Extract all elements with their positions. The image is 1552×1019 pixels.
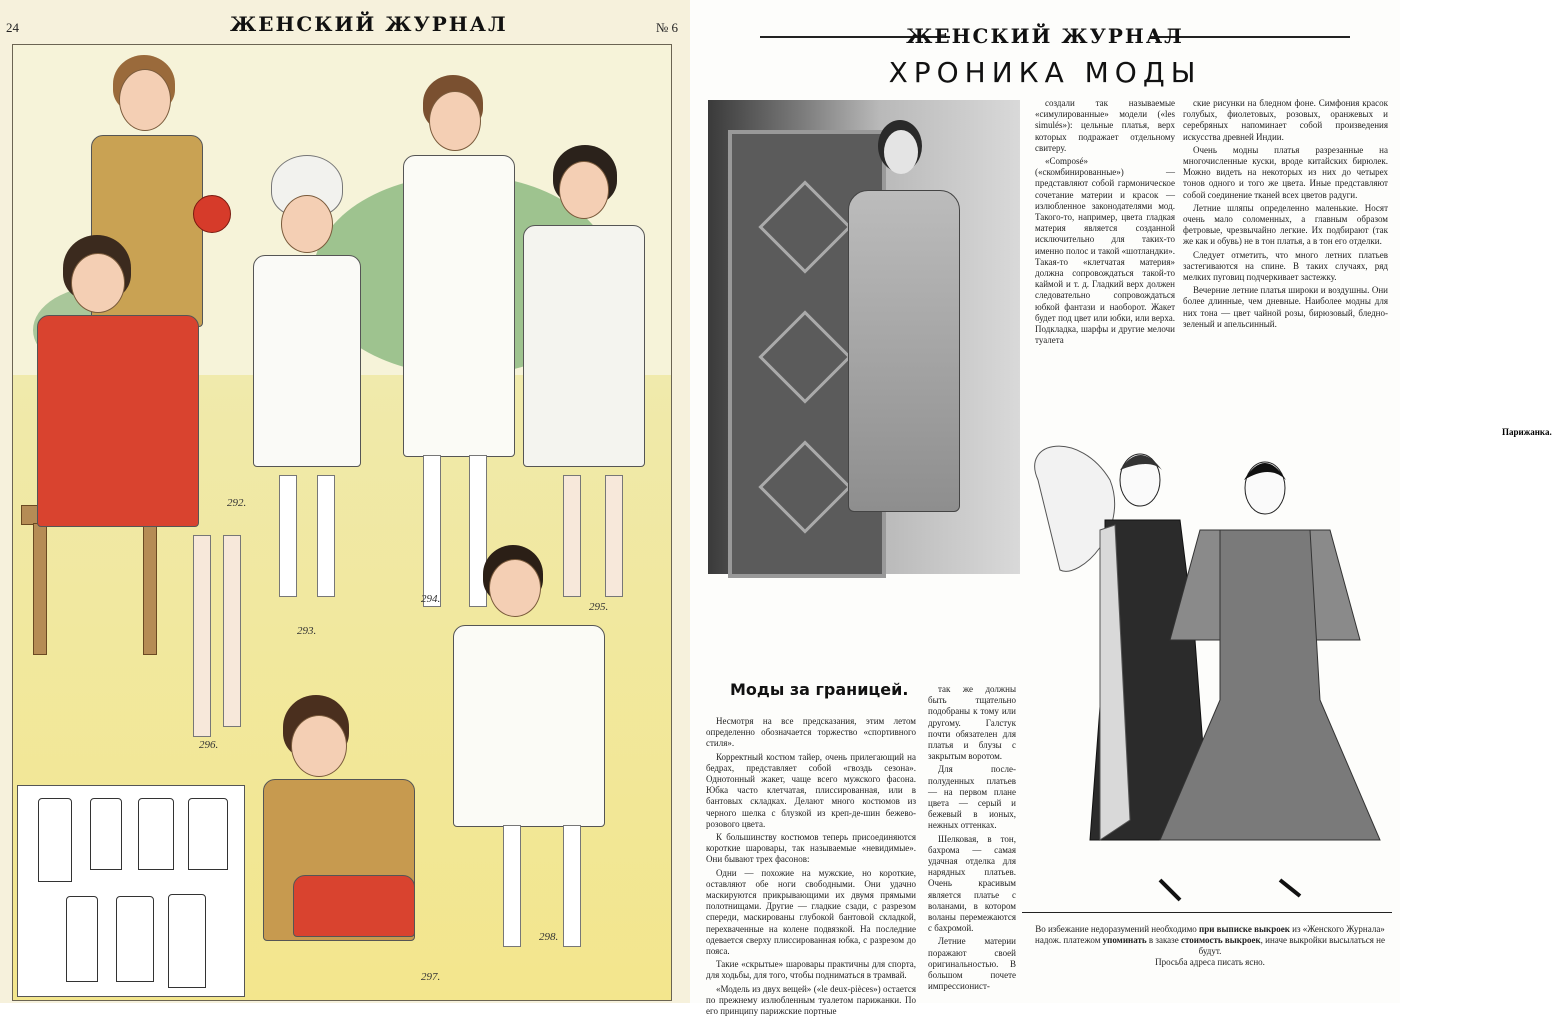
pattern-sketch bbox=[116, 896, 154, 982]
pattern-sketch bbox=[38, 798, 72, 882]
figure-294 bbox=[393, 75, 523, 595]
figure-293 bbox=[241, 155, 371, 625]
shoe bbox=[1280, 880, 1300, 896]
left-page bbox=[0, 0, 690, 1003]
paragraph: Корректный костюм тайер, очень прилегающий на бедрах, представляет собой «гвоздь сезона». Однотонный жакет, чаще всего мужского фасона. Юбка часто клетчатая, плиссированная, или в бантовых складках. Делают много костюмов из черного шелка с блузкой из креп-де-шин бежево-розового цвета. bbox=[706, 751, 916, 829]
figure-296 bbox=[23, 235, 223, 735]
notice-bold: при выписке выкроек bbox=[1199, 924, 1290, 934]
figure-number: 294. bbox=[421, 593, 441, 605]
shoe bbox=[1160, 880, 1180, 900]
figure-number: 295. bbox=[589, 601, 609, 613]
paragraph: создали так называемые «симулированные» модели («les simulés»): цельные платья, верх которых подражает отдельному свитеру. bbox=[1035, 98, 1175, 153]
issue-number: № 6 bbox=[655, 20, 678, 35]
page-number: 24 bbox=[6, 20, 19, 35]
section-heading: Моды за границей. bbox=[730, 680, 909, 699]
paragraph: Такие «скрытые» шаровары практичны для спорта, для ходьбы, для того, чтобы подниматься в трамвай. bbox=[706, 959, 916, 981]
model-figure bbox=[848, 120, 958, 560]
pattern-sketch bbox=[168, 894, 206, 988]
figure-number: 296. bbox=[199, 739, 219, 751]
figure-number: 293. bbox=[297, 625, 317, 637]
pattern-sketch bbox=[90, 798, 122, 870]
notice-bold: стоимость выкроек bbox=[1180, 935, 1261, 945]
text-column-bottom-left bbox=[706, 716, 916, 1019]
right-page bbox=[690, 0, 1552, 1017]
paragraph: «Composé» («скомбинированные») — представляют собой гармоническое сочетание материи и красок — излюбленное законодателями мод. Такого-то, например, цвета гладкая материя является созданной исключительно для таких-то именно полос и такой «шотландки». Такая-то «клетчатая материя» должна сопровождаться такой-то каймой и т. д. Гладкий верх должен следовательно сопровождаться юбкой фантази и наоборот. Жакет будет под цвет или юбки, или верха. Подкладка, шарфы и другие мелочи туалета bbox=[1035, 156, 1175, 346]
figure-297 bbox=[253, 695, 453, 995]
order-notice bbox=[1030, 924, 1390, 968]
masthead: ЖЕНСКИЙ ЖУРНАЛ bbox=[230, 12, 508, 36]
paragraph: К большинству костюмов теперь присоединяются короткие шаровары, так называемые «невидимые». Они бывают трех фасонов: bbox=[706, 832, 916, 865]
paragraph: Одни — похожие на мужские, но короткие, оставляют обе ноги свободными. Они удачно маскируются прикрывающими их двумя прямыми полотнищами. Другие — гладкие сзади, с разрезом спереди, маскированы глубокой бантовой складкой, перехваченные на колене подвязкой. На последние одевается сверху плиссированная юбка, с разрезом до пояса. bbox=[706, 867, 916, 957]
paragraph: «Модель из двух вещей» («le deux-pièces») остается по прежнему излюбленным туалетом парижанки. По его принципу парижские портные bbox=[706, 983, 916, 1017]
paragraph: Для после-полуденных платьев — на первом плане цвета — серый и бежевый в ионых, нежных оттенках. bbox=[928, 764, 1016, 831]
fashion-photograph bbox=[708, 100, 1020, 574]
pattern-sketch bbox=[188, 798, 228, 870]
notice-text: Во избежание недоразумений необходимо bbox=[1035, 924, 1200, 934]
paragraph: Летние шляпы определенно маленькие. Носят очень мало соломенных, а главным образом фетровые, чрезвычайно легкие. Их подбирают (так же как и обувь) не в тон платья, а в тон его отделки. bbox=[1183, 202, 1388, 247]
fashion-plate-illustration bbox=[12, 44, 672, 1001]
paragraph: так же должны быть тщательно подобраны к тому или другому. Галстук почти обязателен для платья и блузы с закрытым воротом. bbox=[928, 684, 1016, 762]
notice-text: из «Женского Журнала» надож. платежом bbox=[1035, 924, 1385, 945]
paragraph: Летние материи поражают своей оригинальностью. В большом почете импрессионист- bbox=[928, 936, 1016, 992]
fashion-drawing bbox=[1020, 440, 1392, 910]
notice-text: , иначе выкройки высылаться не будут. bbox=[1198, 935, 1385, 956]
text-column-top-1 bbox=[1035, 98, 1175, 348]
notice-bold: упоминать bbox=[1102, 935, 1147, 945]
notice-text: Просьба адреса писать ясно. bbox=[1155, 957, 1265, 967]
pattern-sketch bbox=[138, 798, 174, 870]
figure-number: 292. bbox=[227, 497, 247, 509]
paragraph: Следует отметить, что много летних платьев застегиваются на спине. В таких случаях, ряд мелких пуговиц подчеркивает застежку. bbox=[1183, 249, 1388, 283]
text-column-bottom-mid bbox=[928, 684, 1016, 994]
pattern-sketch bbox=[66, 896, 98, 982]
notice-text: в заказе bbox=[1146, 935, 1181, 945]
page-title: ХРОНИКА МОДЫ bbox=[888, 56, 1202, 89]
paragraph: Вечерние летние платья широки и воздушны. Они более длинные, чем дневные. Наиболее модны для них тона — цвет чайной розы, бирюзовый, бледно-зеленый и апельсинный. bbox=[1183, 285, 1388, 329]
paragraph: Очень модны платья разрезанные на многочисленные куски, вроде китайских бирюлек. Можно видеть на некоторых из них до четырех тонов одного и того же цвета. Иные представляют собой соединение тканей всех цветов радуги. bbox=[1183, 144, 1388, 200]
paragraph: Несмотря на все предсказания, этим летом определенно обозначается торжество «спортивного стиля». bbox=[706, 716, 916, 749]
figure-number: 297. bbox=[421, 971, 441, 983]
notice-rule bbox=[1022, 912, 1392, 913]
signature: Парижанка. bbox=[1502, 427, 1552, 437]
figure-number: 298. bbox=[539, 931, 559, 943]
paragraph: Шелковая, в тон, бахрома — самая удачная отделка для нарядных платьев. Очень красивым является платье с воланами, в котором воланы перемежаются с бахромой. bbox=[928, 833, 1016, 934]
pattern-sketches-inset bbox=[17, 785, 245, 997]
text-column-top-2 bbox=[1183, 98, 1388, 332]
figure-295 bbox=[513, 145, 653, 605]
masthead: ЖЕНСКИЙ ЖУРНАЛ bbox=[906, 24, 1184, 48]
paragraph: ские рисунки на бледном фоне. Симфония красок голубых, фиолетовых, розовых, оранжевых и серебряных напоминает собой произведения искусства древней Индии. bbox=[1183, 98, 1388, 142]
